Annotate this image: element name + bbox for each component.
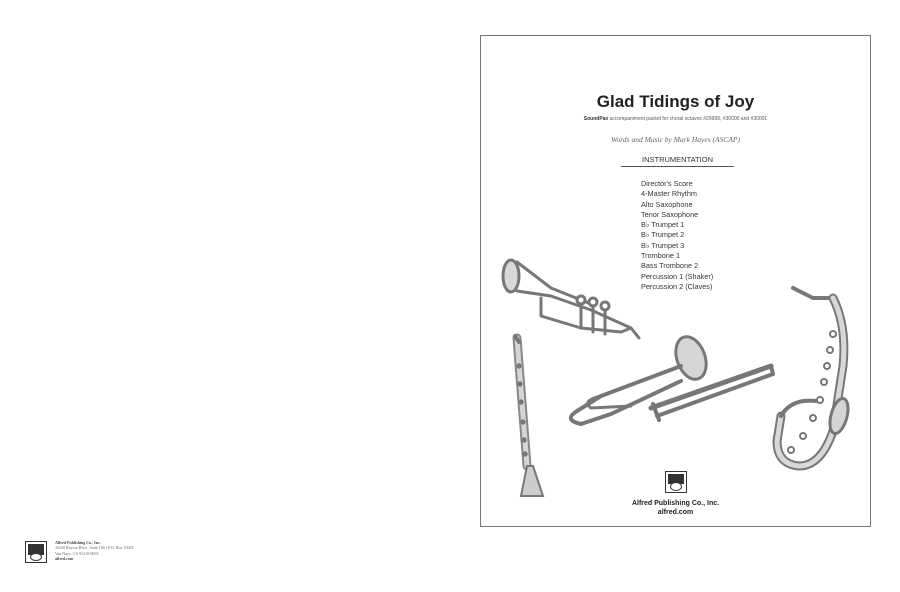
subtitle-lead: SoundPax [583, 116, 609, 122]
list-item: Tenor Saxophone [641, 209, 699, 219]
publisher-url[interactable]: alfred.com [657, 509, 694, 516]
page-title: Glad Tidings of Joy [596, 92, 755, 111]
front-cover [480, 35, 871, 527]
imprint-line: 16320 Roscoe Blvd., Suite 100 • P.O. Box 10003 [55, 545, 134, 551]
imprint-line: Van Nuys, CA 91410-0003 [55, 550, 99, 556]
publisher-name: Alfred Publishing Co., Inc. [631, 500, 720, 507]
imprint-address [55, 540, 134, 561]
credit-line: Words and Music by Mark Hayes (ASCAP) [610, 135, 740, 144]
list-item: Alto Saxophone [641, 199, 693, 209]
list-item: Percussion 2 (Claves) [641, 281, 713, 291]
alfred-logo-icon [665, 471, 687, 493]
list-item: Percussion 1 (Shaker) [641, 271, 714, 281]
subtitle-text: accompaniment packet for choral octavos #29999, #30000 and #30001 [608, 116, 768, 122]
trumpet-icon [503, 260, 639, 338]
alfred-logo-icon [25, 541, 47, 563]
imprint-line: alfred.com [55, 555, 74, 561]
list-item: Bass Trombone 2 [641, 261, 699, 271]
list-item: Trombone 1 [641, 251, 681, 261]
instrumentation-heading: INSTRUMENTATION [621, 155, 734, 167]
instrumentation-list [641, 179, 713, 292]
subtitle [481, 116, 870, 122]
clarinet-icon [515, 336, 543, 496]
back-cover-imprint [25, 541, 225, 567]
list-item: B♭ Trumpet 1 [641, 220, 685, 230]
imprint-line: Alfred Publishing Co., Inc. [55, 540, 101, 545]
list-item: Director's Score [641, 179, 693, 188]
list-item: B♭ Trumpet 2 [641, 230, 685, 240]
list-item: B♭ Trumpet 3 [641, 240, 685, 250]
saxophone-icon [777, 288, 851, 466]
trombone-icon [571, 333, 773, 424]
list-item: 4-Master Rhythm [641, 189, 697, 199]
